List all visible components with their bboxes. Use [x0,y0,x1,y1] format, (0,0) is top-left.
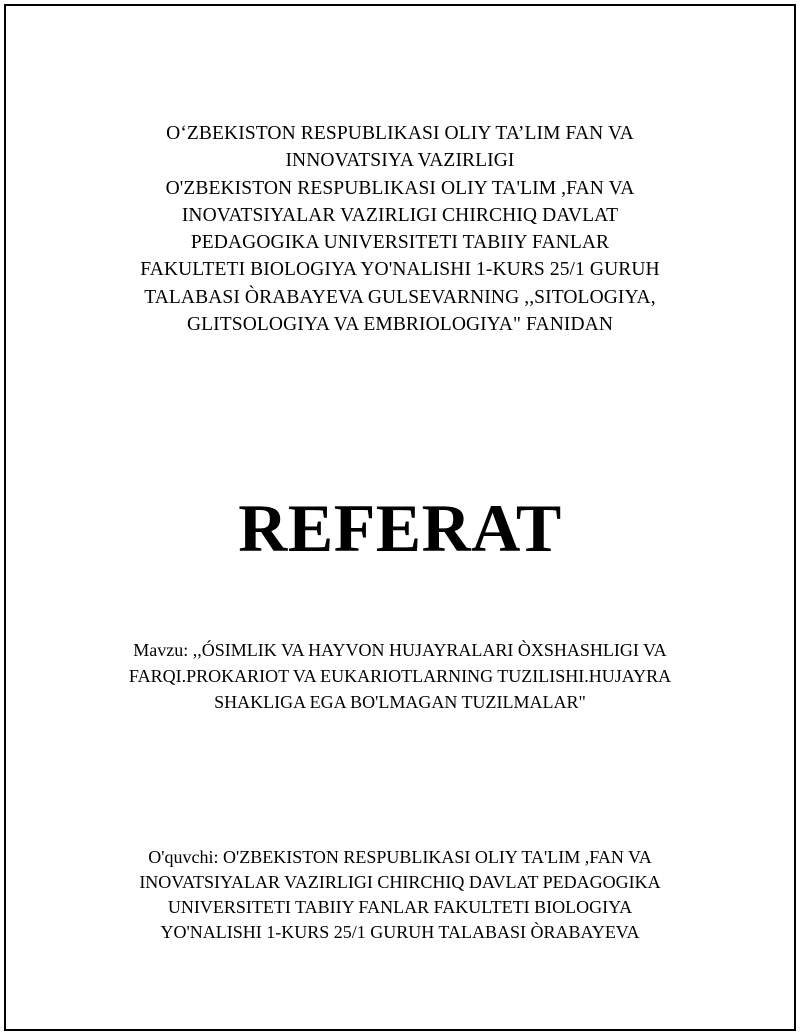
document-title: REFERAT [238,490,562,566]
student-info: O'quvchi: O'ZBEKISTON RESPUBLIKASI OLIY TA'LIM ,FAN VA INOVATSIYALAR VAZIRLIGI CHIRCHIQ DAVLAT PEDAGOGIKA UNIVERSITETI TABIIY FANLAR FAKULTETI BIOLOGIYA YO'NALISHI 1-KURS 25/1 GURUH TALABASI ÒRABAYEVA [139,847,661,942]
topic-text: Mavzu: ,,ÓSIMLIK VA HAYVON HUJAYRALARI ÒXSHASHLIGI VA FARQI.PROKARIOT VA EUKARIOTLARNING TUZILISHI.HUJAYRA SHAKLIGA EGA BO'LMAGAN TUZILMALAR" [128,640,672,712]
institution-header: O‘ZBEKISTON RESPUBLIKASI OLIY TA’LIM FAN VA INNOVATSIYA VAZIRLIGI O'ZBEKISTON RESPUBLIKASI OLIY TA'LIM ,FAN VA INOVATSIYALAR VAZIRLIGI CHIRCHIQ DAVLAT PEDAGOGIKA UNIVERSITETI TABIIY FANLAR FAKULTETI BIOLOGIYA YO'NALISHI 1-KURS 25/1 GURUH TALABASI ÒRABAYEVA GULSEVARNING ,,SITOLOGIYA, GLITSOLOGIYA VA EMBRIOLOGIYA" FANIDAN [140,123,660,336]
